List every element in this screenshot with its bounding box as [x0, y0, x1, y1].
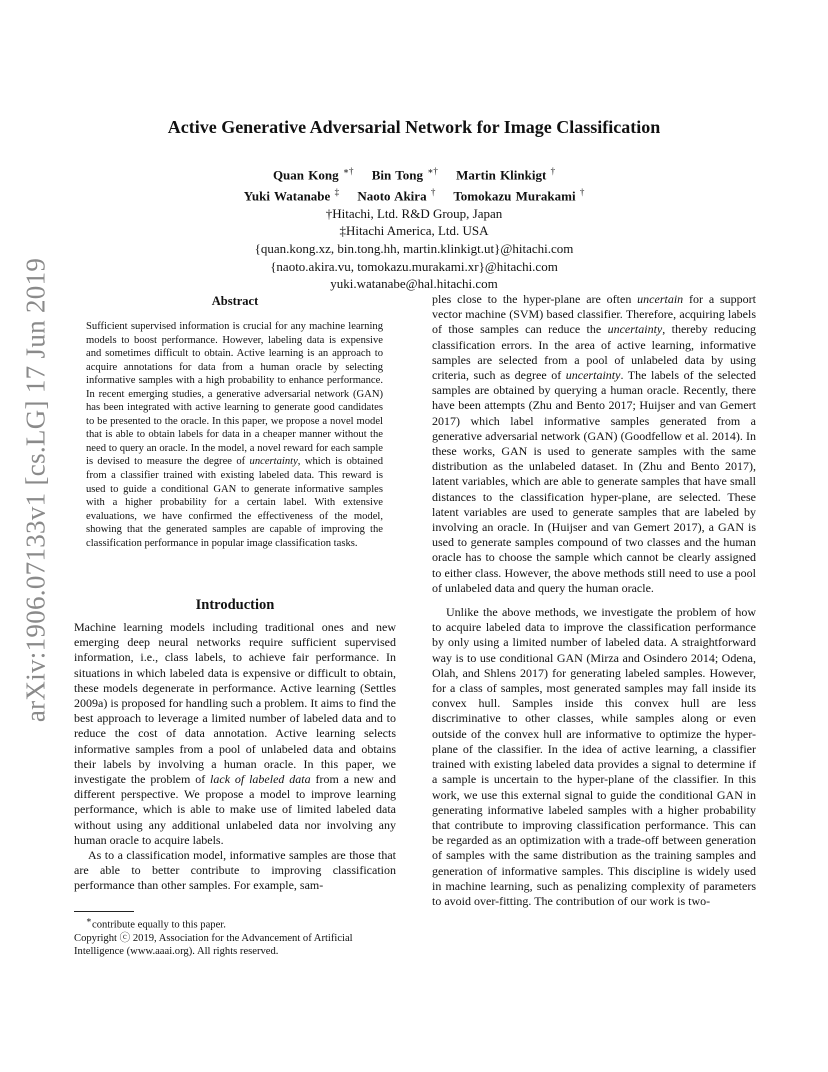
author-mark: †	[550, 166, 556, 176]
author-line-1	[0, 163, 828, 184]
author-name: Martin Klinkigt	[456, 167, 547, 183]
footnote	[74, 914, 396, 959]
author-name: Naoto Akira	[357, 188, 427, 204]
email-line: {naoto.akira.vu, tomokazu.murakami.xr}@hitachi.com	[270, 258, 558, 274]
paragraph-text: . The labels of the selected samples are obtained by querying a human oracle. Recently, there have been attempts (Zhu and Bento 2017; Huijser and van Gemert 2017) which label informative samples generated from a generative adversarial network (GAN) (Goodfellow et al. 2014). In these works, GAN is used to generate samples with the same distribution as the unlabeled dataset. In (Zhu and Bento 2017), latent variables, which are able to generate samples that have small distances to the classification hyper-plane, are selected. These latent variables are used to generate samples that are labeled by involving an oracle. In (Huijser and van Gemert 2017), a GAN is used to generate samples compound of two classes and the human oracle has to choose the sample which cannot be clearly assigned to either class. However, the above methods still need to use a pool of unlabeled data and query the human oracle.	[432, 368, 757, 595]
footnote-mark: ∗	[86, 915, 93, 925]
paragraph-text: for a support vector machine (SVM) based classifier. Therefore, acquiring labels of those samples can reduce the	[432, 292, 756, 337]
paragraph-emphasis: uncertainty	[607, 322, 663, 337]
abstract-body	[86, 320, 383, 550]
left-column-body	[74, 620, 396, 894]
paragraph-emphasis: uncertain	[637, 292, 684, 306]
author-name: Bin Tong	[371, 167, 423, 183]
abstract-text: Sufficient supervised information is crucial for any machine learning models to boost performance. However, labeling data is expensive and sometimes difficult to obtain. Active learning is an approach to acquire annotations for data from a human oracle by selecting informative samples with a high probability to enhance performance. In recent emerging studies, a generative adversarial network (GAN) has been integrated with active learning to generate good candidates to be presented to the oracle. In this paper, we propose a novel model that is able to obtain labels for data in a cheaper manner without the need to query an oracle. In the model, a novel reward for each sample is devised to measure the degree of	[86, 321, 383, 468]
author-block	[0, 163, 828, 293]
paragraph	[74, 620, 396, 848]
arxiv-identifier	[20, 257, 51, 723]
introduction-heading: Introduction	[195, 597, 275, 613]
footnote-rule	[74, 911, 134, 912]
paragraph-emphasis: lack of labeled data	[210, 772, 311, 787]
email-line: yuki.watanabe@hal.hitachi.com	[330, 276, 498, 292]
author-name: Quan Kong	[272, 167, 339, 183]
paragraph: As to a classification model, informative samples are those that are able to better contribute to improving classification performance than other samples. For example, sam-	[74, 848, 396, 893]
paper-title: Active Generative Adversarial Network for Image Classification	[167, 117, 661, 137]
author-mark: ∗†	[342, 166, 354, 176]
footnote-text: contribute equally to this paper.	[92, 919, 226, 931]
copyright-notice: Copyright ⓒ 2019, Association for the Advancement of Artificial Intelligence (www.aaai.org). All rights reserved.	[74, 932, 353, 958]
arxiv-identifier-text: arXiv:1906.07133v1 [cs.LG] 17 Jun 2019	[20, 257, 51, 723]
author-name: Yuki Watanabe	[243, 188, 331, 204]
affiliation-line: †Hitachi, Ltd. R&D Group, Japan	[325, 205, 503, 221]
paragraph-text: Machine learning models including traditional ones and new emerging deep neural networks require sufficient supervised information, i.e., class labels, to achieve fair performance. In situations in which labeled data is expensive or difficult to obtain, these models degenerate in performance. Active learning (Settles 2009a) is proposed for handling such a problem. It aims to find the best approach to leverage a limited number of labeled data and to reduce the cost of data annotation. Active learning selects informative samples from a pool of unlabeled data and obtains their labels by involving a human oracle. In this paper, we investigate the problem of	[74, 620, 396, 787]
footnote-line	[74, 914, 396, 932]
paragraph-text: from a new and different perspective. We propose a model to improve learning performance, which is able to make use of limited labeled data without using any additional unlabeled data nor involving any human oracle to acquire labels.	[74, 772, 396, 847]
author-mark: ∗†	[427, 166, 438, 176]
author-name: Tomokazu Murakami	[453, 188, 576, 204]
paragraph	[432, 292, 756, 596]
affiliation-line: ‡Hitachi America, Ltd. USA	[339, 223, 489, 239]
email-line: {quan.kong.xz, bin.tong.hh, martin.klinkigt.ut}@hitachi.com	[254, 241, 574, 257]
abstract-text: , which is obtained from a classifier trained with existing labeled data. This reward is used to guide a conditional GAN to generate informative samples with a higher probability for a certain label. With extensive evaluations, we have confirmed the effectiveness of the model, showing that the generated samples are capable of improving the classification performance in popular image classification tasks.	[86, 456, 383, 549]
author-line-2	[0, 184, 828, 205]
paragraph-text: ples close to the hyper-plane are often	[432, 292, 638, 306]
paragraph-text: , thereby reducing classification errors. In the area of active learning, informative samples are selected from a pool of unlabeled data by using criteria, such as degree of	[432, 322, 756, 383]
author-mark: †	[579, 186, 585, 197]
abstract-emphasis: uncertainty	[249, 456, 298, 468]
paragraph: Unlike the above methods, we investigate the problem of how to acquire labeled data to improve the classification performance by only using a limited number of labeled data. A straightforward way is to use conditional GAN (Mirza and Osindero 2014; Odena, Olah, and Shlens 2017) for generating labeled samples. However, for a class of samples, most generated samples may fall inside its convex hull. Samples inside this convex hull are less discriminative to other classes, while samples along or even outside of the convex hull are informative to optimize the hyper-plane of the classifier. In the idea of active learning, a classifier trained with existing labeled data provides a signal to determine if a sample is uncertain to the hyper-plane of the classifier. In this work, we use this external signal to guide the conditional GAN in generating informative labeled samples with a higher probability that contribute to improving classification performance. This can be regarded as an optimization with a trade-off between generation of samples with the same distribution as the training samples and generation of informative samples. This discipline is widely used in machine learning, such as penalizing complexity of parameters to avoid over-fitting. The contribution of our work is two-	[432, 605, 756, 908]
right-column-body	[432, 292, 756, 909]
author-mark: ‡	[334, 186, 340, 197]
paragraph-emphasis: uncertainty	[565, 368, 621, 383]
author-mark: †	[430, 186, 436, 197]
abstract-heading: Abstract	[211, 294, 259, 308]
